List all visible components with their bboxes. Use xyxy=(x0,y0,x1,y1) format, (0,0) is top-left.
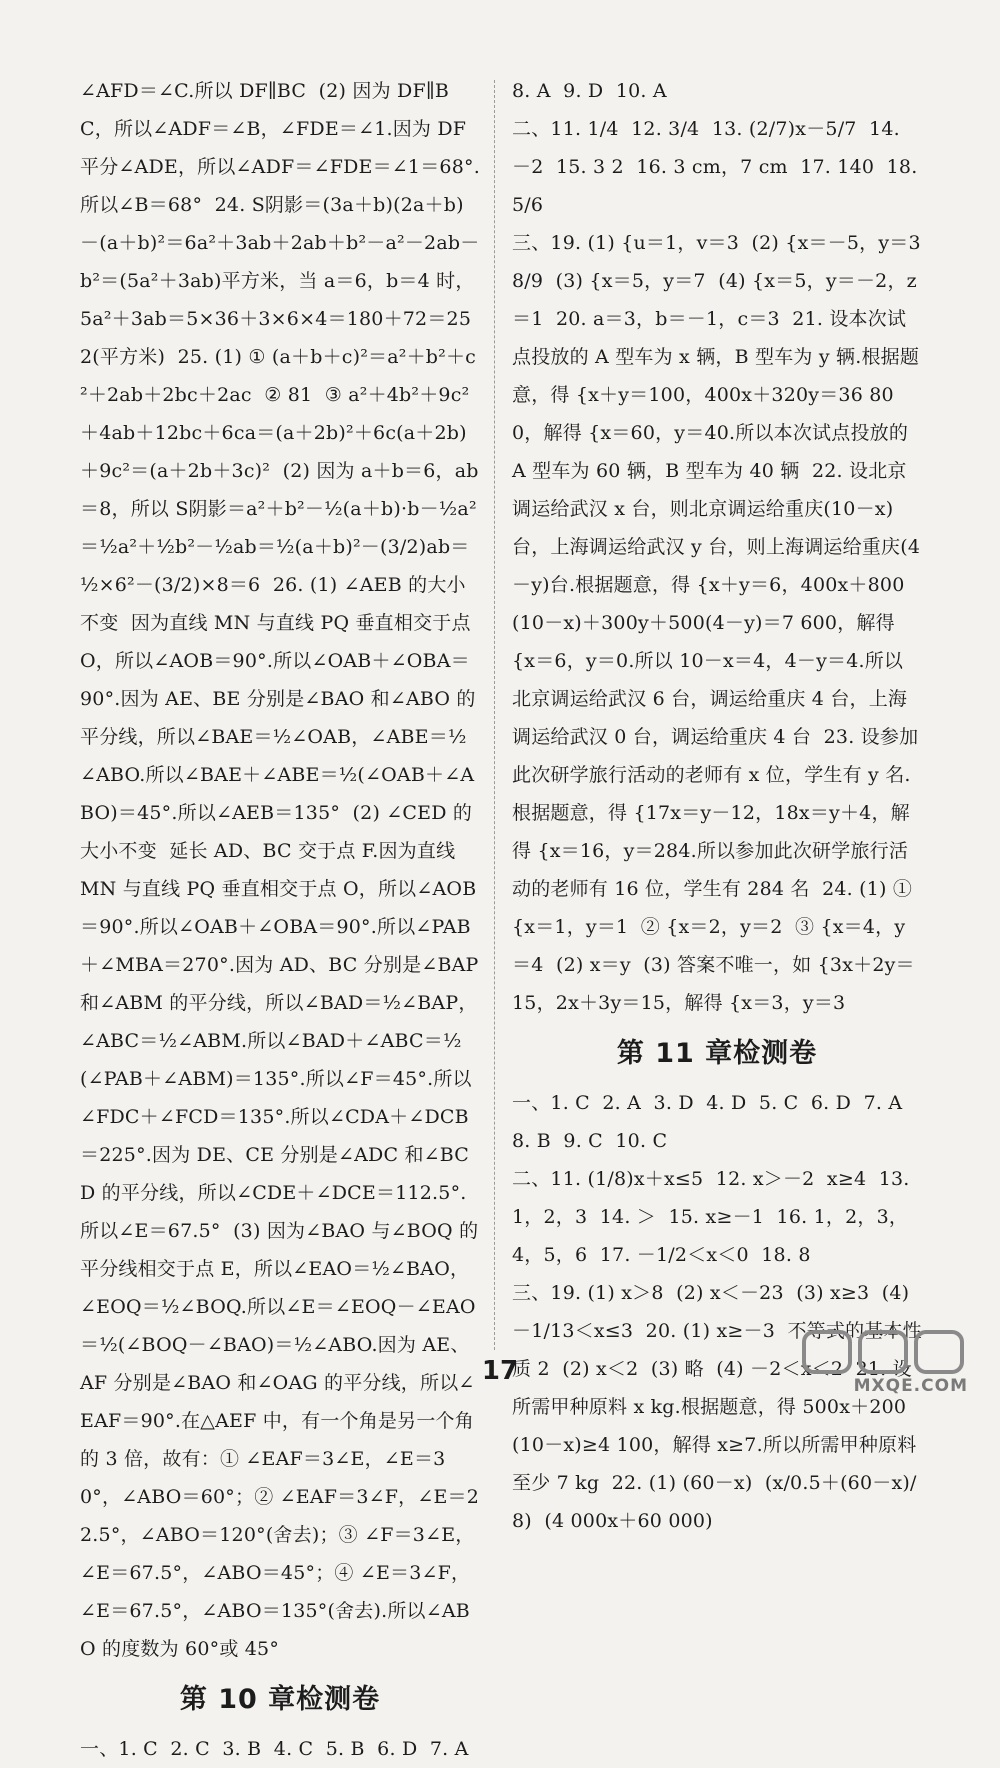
page-number: 17 xyxy=(481,1356,519,1386)
answer-column-left xyxy=(80,72,485,1768)
answer-paragraph: ∠AFD＝∠C.所以 DF∥BC (2) 因为 DF∥BC，所以∠ADF＝∠B，∠FDE＝∠1.因为 DF 平分∠ADE，所以∠ADF＝∠FDE＝∠1＝68°.所以∠B＝68° 24. S阴影＝(3a＋b)(2a＋b)－(a＋b)²＝6a²＋3ab＋2ab＋b²－a²－2ab－b²＝(5a²＋3ab)平方米，当 a＝6，b＝4 时，5a²＋3ab＝5×36＋3×6×4＝180＋72＝252(平方米) 25. (1) ① (a＋b＋c)²＝a²＋b²＋c²＋2ab＋2bc＋2ac ② 81 ③ a²＋4b²＋9c²＋4ab＋12bc＋6ca＝(a＋2b)²＋6c(a＋2b)＋9c²＝(a＋2b＋3c)² (2) 因为 a＋b＝6，ab＝8，所以 S阴影＝a²＋b²－½(a＋b)·b－½a²＝½a²＋½b²－½ab＝½(a＋b)²－(3/2)ab＝½×6²－(3/2)×8＝6 26. (1) ∠AEB 的大小不变 因为直线 MN 与直线 PQ 垂直相交于点 O，所以∠AOB＝90°.所以∠OAB＋∠OBA＝90°.因为 AE、BE 分别是∠BAO 和∠ABO 的平分线，所以∠BAE＝½∠OAB，∠ABE＝½∠ABO.所以∠BAE＋∠ABE＝½(∠OAB＋∠ABO)＝45°.所以∠AEB＝135° (2) ∠CED 的大小不变 延长 AD、BC 交于点 F.因为直线 MN 与直线 PQ 垂直相交于点 O，所以∠AOB＝90°.所以∠OAB＋∠OBA＝90°.所以∠PAB＋∠MBA＝270°.因为 AD、BC 分别是∠BAP 和∠ABM 的平分线，所以∠BAD＝½∠BAP，∠ABC＝½∠ABM.所以∠BAD＋∠ABC＝½(∠PAB＋∠ABM)＝135°.所以∠F＝45°.所以∠FDC＋∠FCD＝135°.所以∠CDA＋∠DCB＝225°.因为 DE、CE 分别是∠ADC 和∠BCD 的平分线，所以∠CDE＋∠DCE＝112.5°.所以∠E＝67.5° (3) 因为∠BAO 与∠BOQ 的平分线相交于点 E，所以∠EAO＝½∠BAO，∠EOQ＝½∠BOQ.所以∠E＝∠EOQ－∠EAO＝½(∠BOQ－∠BAO)＝½∠ABO.因为 AE、AF 分别是∠BAO 和∠OAG 的平分线，所以∠EAF＝90°.在△AEF 中，有一个角是另一个角的 3 倍，故有：① ∠EAF＝3∠E，∠E＝30°，∠ABO＝60°；② ∠EAF＝3∠F，∠E＝22.5°，∠ABO＝120°(舍去)；③ ∠F＝3∠E，∠E＝67.5°，∠ABO＝45°；④ ∠E＝3∠F，∠E＝67.5°，∠ABO＝135°(舍去).所以∠ABO 的度数为 60°或 45° xyxy=(80,80,485,1660)
answer-paragraph: 一、1. C 2. A 3. D 4. D 5. C 6. D 7. A 8. B 9. C 10. C xyxy=(512,1092,915,1152)
answer-column-right xyxy=(512,72,922,1540)
answer-paragraph: 三、19. (1) {u＝1，v＝3 (2) {x＝－5，y＝38/9 (3) {x＝5，y＝7 (4) {x＝5，y＝－2，z＝1 20. a＝3，b＝－1，c＝3 21. 设本次试点投放的 A 型车为 x 辆，B 型车为 y 辆.根据题意，得 {x＋y＝100，400x＋320y＝36 800，解得 {x＝60，y＝40.所以本次试点投放的 A 型车为 60 辆，B 型车为 40 辆 22. 设北京调运给武汉 x 台，则北京调运给重庆(10－x)台，上海调运给武汉 y 台，则上海调运给重庆(4－y)台.根据题意，得 {x＋y＝6，400x＋800(10－x)＋300y＋500(4－y)＝7 600，解得 {x＝6，y＝0.所以 10－x＝4，4－y＝4.所以北京调运给武汉 6 台，调运给重庆 4 台，上海调运给武汉 0 台，调运给重庆 4 台 23. 设参加此次研学旅行活动的老师有 x 位，学生有 y 名.根据题意，得 {17x＝y－12，18x＝y＋4，解得 {x＝16，y＝284.所以参加此次研学旅行活动的老师有 16 位，学生有 284 名 24. (1) ① {x＝1，y＝1 ② {x＝2，y＝2 ③ {x＝4，y＝4 (2) x＝y (3) 答案不唯一，如 {3x＋2y＝15，2x＋3y＝15，解得 {x＝3，y＝3 xyxy=(512,232,921,1014)
answer-paragraph: 8. A 9. D 10. A xyxy=(512,80,667,102)
answer-paragraph: 三、19. (1) x＞8 (2) x＜－23 (3) x≥3 (4) －1/13＜x≤3 20. (1) x≥－3 不等式的基本性质 2 (2) x＜2 (3) 略 (4) －2＜x＜2 21. 设所需甲种原料 x kg.根据题意，得 500x＋200(10－x)≥4 100，解得 x≥7.所以所需甲种原料至少 7 kg 22. (1) (60－x) (x/0.5＋(60－x)/8) (4 000x＋60 000) xyxy=(512,1282,922,1532)
answer-paragraph: 二、11. (1/8)x＋x≤5 12. x＞－2 x≥4 13. 1，2，3 14. ＞ 15. x≥－1 16. 1，2，3，4，5，6 17. －1/2＜x＜0 18. 8 xyxy=(512,1168,916,1266)
column-divider xyxy=(494,80,495,1350)
answer-paragraph: 二、11. 1/4 12. 3/4 13. (2/7)x－5/7 14. －2 15. 3 2 16. 3 cm，7 cm 17. 140 18. 5/6 xyxy=(512,118,924,216)
watermark-text: MXQE.COM xyxy=(853,1376,968,1396)
section-heading: 第 11 章检测卷 xyxy=(616,1038,818,1069)
answer-paragraph: 一、1. C 2. C 3. B 4. C 5. B 6. D 7. A xyxy=(80,1738,469,1760)
section-heading: 第 10 章检测卷 xyxy=(179,1684,381,1715)
